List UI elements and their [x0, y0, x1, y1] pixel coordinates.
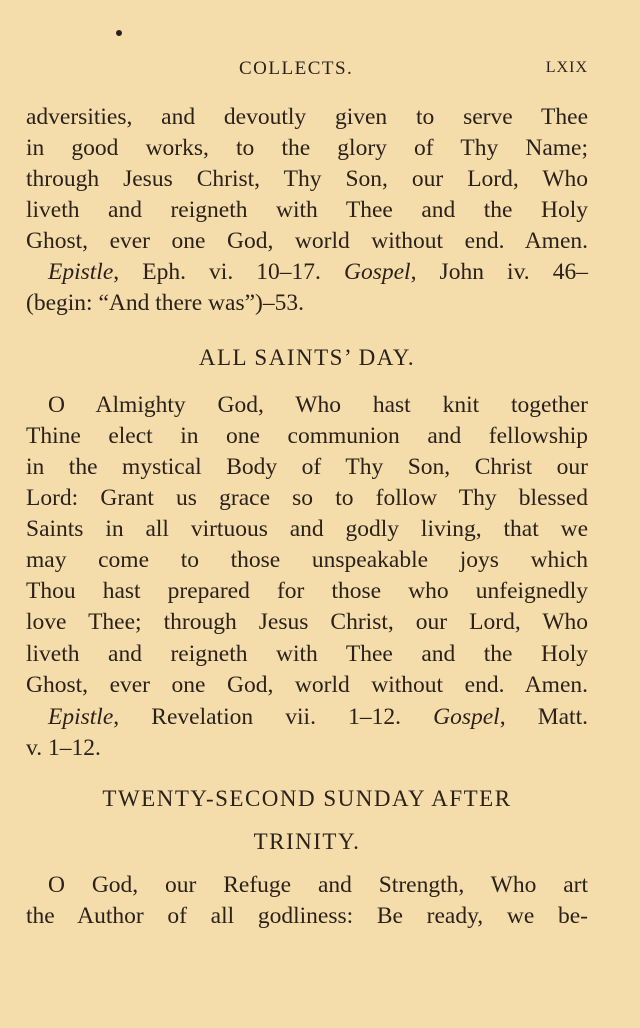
text-line: adversities, and devoutly given to serve Thee	[26, 104, 588, 130]
text-line: Thine elect in one communion and fellowship	[26, 423, 588, 449]
text-line: O God, our Refuge and Strength, Who art	[48, 872, 588, 898]
section-heading-continuation: TRINITY.	[253, 829, 361, 854]
gospel-label: Gospel	[433, 704, 500, 730]
gospel-reference: , John iv. 46–	[410, 259, 588, 285]
text-line: the Author of all godliness: Be ready, we be-	[26, 903, 588, 929]
text-line: in the mystical Body of Thy Son, Christ our	[26, 454, 588, 480]
section-heading: TWENTY-SECOND SUNDAY AFTER	[102, 786, 512, 811]
epistle-reference: , Revelation vii. 1–12.	[113, 704, 401, 730]
gospel-label: Gospel	[344, 259, 411, 285]
text-line: love Thee; through Jesus Christ, our Lord, Who	[26, 609, 588, 635]
text-line: liveth and reigneth with Thee and the Holy	[26, 641, 588, 667]
ink-dot	[116, 30, 122, 36]
text-line: O Almighty God, Who hast knit together	[48, 392, 588, 418]
section-heading: ALL SAINTS’ DAY.	[198, 345, 416, 370]
text-line: Lord: Grant us grace so to follow Thy blessed	[26, 485, 588, 511]
text-line: may come to those unspeakable joys which	[26, 547, 588, 573]
page-header	[26, 58, 588, 86]
reference-continuation: v. 1–12.	[26, 735, 101, 761]
reference-continuation: (begin: “And there was”)–53.	[26, 290, 304, 316]
epistle-label: Epistle	[48, 259, 114, 285]
page-number: LXIX	[545, 59, 588, 76]
text-line: liveth and reigneth with Thee and the Holy	[26, 197, 588, 223]
text-line: Ghost, ever one God, world without end. Amen.	[26, 672, 588, 698]
scripture-references	[48, 702, 588, 732]
scripture-references	[48, 257, 588, 287]
text-line: in good works, to the glory of Thy Name;	[26, 135, 588, 161]
text-line: Ghost, ever one God, world without end. Amen.	[26, 228, 588, 254]
gospel-reference: , Matt.	[499, 704, 588, 730]
text-line: through Jesus Christ, Thy Son, our Lord, Who	[26, 166, 588, 192]
epistle-label: Epistle	[48, 704, 114, 730]
text-line: Thou hast prepared for those who unfeignedly	[26, 578, 588, 604]
running-title: COLLECTS.	[239, 58, 354, 79]
epistle-reference: , Eph. vi. 10–17.	[113, 259, 321, 285]
text-line: Saints in all virtuous and godly living, that we	[26, 516, 588, 542]
